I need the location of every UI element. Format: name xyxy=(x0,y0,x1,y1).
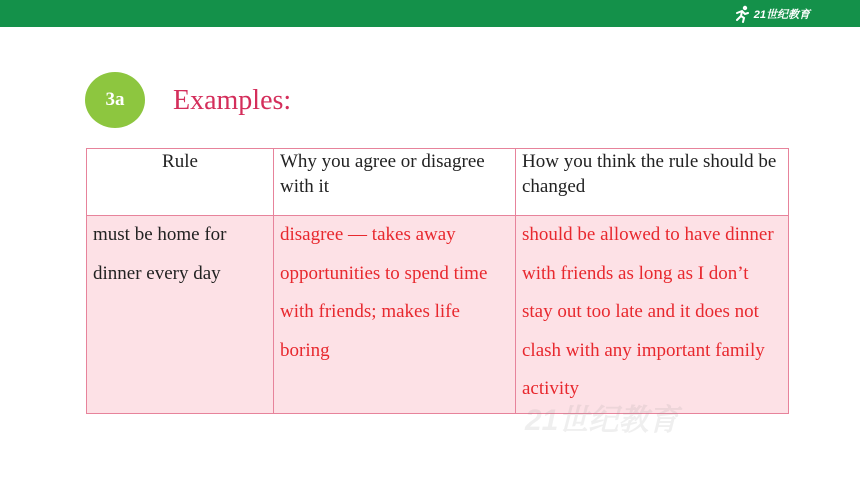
cell-how: should be allowed to have dinner with friends as long as I don’t stay out too late and it does not clash with any important family activity xyxy=(516,216,789,414)
top-bar xyxy=(0,0,860,27)
brand-logo xyxy=(733,3,810,25)
header-how: How you think the rule should be changed xyxy=(516,149,789,216)
section-badge xyxy=(85,72,145,128)
cell-rule: must be home for dinner every day xyxy=(87,216,274,414)
header-rule: Rule xyxy=(87,149,274,216)
table-row xyxy=(87,216,789,414)
section-badge-label: 3a xyxy=(105,89,125,110)
cell-why: disagree — takes away opportunities to spend time with friends; makes life boring xyxy=(274,216,516,414)
runner-icon xyxy=(733,5,751,23)
logo-text: 21世纪教育 xyxy=(753,9,810,21)
watermark-logo: 21世纪教育 xyxy=(525,404,679,437)
rules-table xyxy=(86,148,789,414)
table-header-row xyxy=(87,149,789,216)
header-why: Why you agree or disagree with it xyxy=(274,149,516,216)
section-title: Examples: xyxy=(173,85,292,116)
